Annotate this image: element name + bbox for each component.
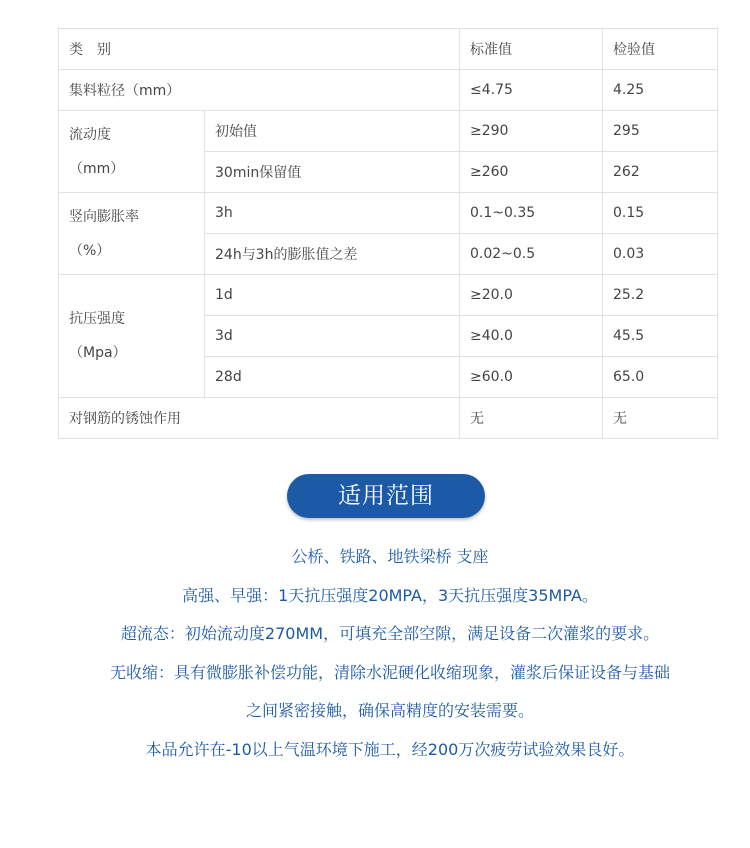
strength-result: 25.2 [603, 275, 718, 316]
aggregate-standard: ≤4.75 [460, 70, 603, 111]
expansion-label-unit: （%） [69, 242, 111, 259]
fluidity-standard: ≥290 [460, 111, 603, 152]
strength-standard: ≥20.0 [460, 275, 603, 316]
strength-label-unit: （Mpa） [69, 345, 127, 361]
table-row [59, 398, 718, 439]
table-row [59, 275, 718, 316]
corrosion-result: 无 [603, 398, 718, 439]
table-header-row [59, 29, 718, 70]
fluidity-standard: ≥260 [460, 152, 603, 193]
scope-line: 无收缩：具有微膨胀补偿功能，清除水泥硬化收缩现象，灌浆后保证设备与基础 [109, 662, 670, 682]
fluidity-result: 262 [603, 152, 718, 193]
scope-list [50, 538, 730, 769]
expansion-label-name: 竖向膨胀率 [69, 208, 139, 225]
scope-line: 本品允许在-10以上气温环境下施工，经200万次疲劳试验效果良好。 [145, 739, 635, 759]
expansion-label [59, 193, 205, 275]
corrosion-label: 对钢筋的锈蚀作用 [59, 398, 460, 439]
expansion-standard: 0.1~0.35 [460, 193, 603, 234]
strength-label-name: 抗压强度 [69, 311, 125, 327]
strength-standard: ≥60.0 [460, 357, 603, 398]
table-row [59, 70, 718, 111]
aggregate-result: 4.25 [603, 70, 718, 111]
header-category: 类 别 [59, 29, 460, 70]
corrosion-standard: 无 [460, 398, 603, 439]
expansion-standard: 0.02~0.5 [460, 234, 603, 275]
strength-result: 45.5 [603, 316, 718, 357]
expansion-result: 0.03 [603, 234, 718, 275]
section-title-badge: 适用范围 [287, 474, 485, 518]
strength-item: 28d [205, 357, 460, 398]
scope-line: 之间紧密接触，确保高精度的安装需要。 [245, 701, 534, 720]
scope-line: 公桥、铁路、地铁梁桥 支座 [291, 547, 489, 566]
header-result: 检验值 [603, 29, 718, 70]
spec-table [58, 28, 718, 439]
expansion-item: 3h [205, 193, 460, 234]
fluidity-label-name: 流动度 [69, 126, 111, 143]
strength-standard: ≥40.0 [460, 316, 603, 357]
table-row [59, 111, 718, 152]
aggregate-label: 集料粒径（mm） [59, 70, 460, 111]
strength-label [59, 275, 205, 398]
expansion-result: 0.15 [603, 193, 718, 234]
header-standard: 标准值 [460, 29, 603, 70]
strength-item: 3d [205, 316, 460, 357]
strength-result: 65.0 [603, 357, 718, 398]
fluidity-label-unit: （mm） [69, 160, 125, 177]
table-row [59, 193, 718, 234]
fluidity-label [59, 111, 205, 193]
strength-item: 1d [205, 275, 460, 316]
fluidity-result: 295 [603, 111, 718, 152]
scope-line: 高强、早强：1天抗压强度20MPA，3天抗压强度35MPA。 [182, 585, 598, 605]
scope-line: 超流态：初始流动度270MM，可填充全部空隙，满足设备二次灌浆的要求。 [120, 624, 660, 643]
fluidity-item: 30min保留值 [205, 152, 460, 193]
expansion-item: 24h与3h的膨胀值之差 [205, 234, 460, 275]
fluidity-item: 初始值 [205, 111, 460, 152]
